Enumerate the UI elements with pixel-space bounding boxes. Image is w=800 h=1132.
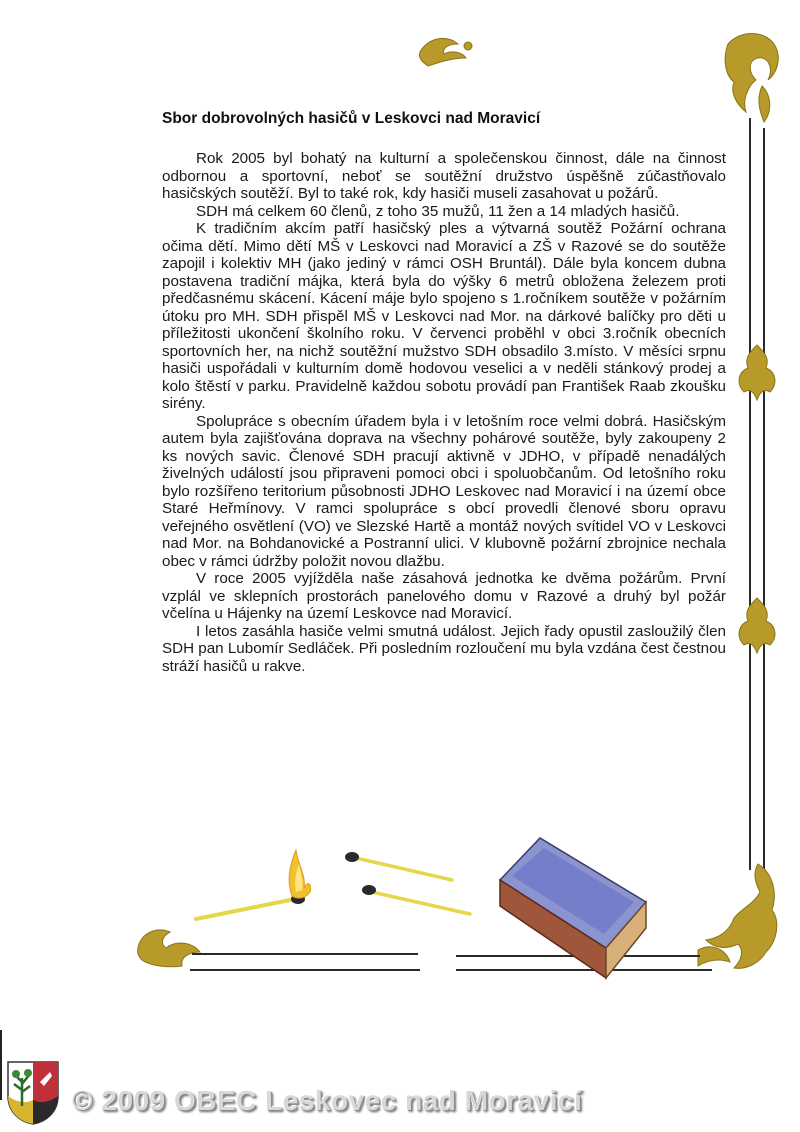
right-border-lines (750, 118, 764, 870)
corner-ornament-top-right-icon (725, 34, 778, 123)
copyright-notice: © 2009 OBEC Leskovec nad Moravicí (72, 1085, 583, 1116)
burning-match-icon (196, 850, 311, 919)
municipal-crest-icon (6, 1060, 60, 1126)
document-title: Sbor dobrovolných hasičů v Leskovci nad Moravicí (162, 110, 541, 127)
right-tassel-ornament-icon (739, 345, 775, 653)
scan-edge-line (0, 1030, 2, 1100)
match-icon (362, 885, 470, 914)
paragraph: Spolupráce s obecním úřadem byla i v letošním roce velmi dobrá. Hasičským autem byla zajišťována doprava na všechny pohárové soutěže, byly zakoupeny 2 ks nových savic. Členové SDH pracují aktivně v JDHO, v případě nenadálých živelných událostí jsou připraveni pomoci obci i spoluobčanům. Od letošního roku bylo rozšířeno teritorium působnosti JDHO Leskovec nad Moravicí i na území obce Staré Heřmínovy. V ramci spolupráce s obcí provedli členové sboru opravu veřejného osvětlení (VO) ve Slezské Hartě a montáž nových svítidel VO v Leskovci nad Mor. na Bohdanovické a Postranní ulici. V klubovně požární zbrojnice nechala obec v rámci údržby položit novou dlažbu. (162, 412, 726, 570)
paragraph: Rok 2005 byl bohatý na kulturní a společenskou činnost, dále na činnost odbornou a sportovní, neboť se soutěžní družstvo úspěšně zúčastňovalo hasičských soutěží. Byl to také rok, kdy hasiči museli zasahovat u požárů. (162, 150, 726, 202)
match-icon (345, 852, 452, 880)
article-body (162, 150, 726, 675)
corner-ornament-bottom-right-icon (698, 864, 777, 968)
paragraph: V roce 2005 vyjížděla naše zásahová jednotka ke dvěma požárům. První vzplál ve sklepních prostorách panelového domu v Razové a druhý byl požár včelína u Hájenky na území Leskovce nad Moravicí. (162, 570, 726, 622)
paragraph: K tradičním akcím patří hasičský ples a výtvarná soutěž Požární ochrana očima dětí. Mimo dětí MŠ v Leskovci nad Moravicí a ZŠ v Razové se do soutěže zapojil i kolektiv MH (jako jediný v rámci OSH Bruntál). Dále byla koncem dubna postavena tradiční májka, která byla do výšky 6 metrů obložena železem proti předčasnému skácení. Kácení máje bylo spojeno s 1.ročníkem soutěže v požárním útoku pro MH. SDH přispěl MŠ v Leskovci nad Mor. na dárkové balíčky pro děti u příležitosti ukončení školního roku. V červenci proběhl v obci 3.ročník obecních sportovních her, na nichž soutěžní mužstvo SDH obsadilo 3.místo. V měsíci srpnu hasiči uspořádali v kulturním domě hodovou veselici a v neděli stánkový prodej a kolo štěstí v parku. Pravidelně každou sobotu provádí pan František Raab zkoušku sirény. (162, 220, 726, 412)
paragraph: SDH má celkem 60 členů, z toho 35 mužů, 11 žen a 14 mladých hasičů. (196, 202, 680, 220)
paragraph: I letos zasáhla hasiče velmi smutná událost. Jejich řady opustil zasloužilý člen SDH pan Lubomír Sedláček. Při posledním rozloučení mu byla vzdána čest čestnou stráží hasičů u rakve. (162, 622, 726, 675)
bottom-border-lines (190, 954, 712, 970)
top-scroll-ornament-icon (419, 38, 472, 66)
corner-ornament-bottom-left-icon (138, 930, 200, 967)
